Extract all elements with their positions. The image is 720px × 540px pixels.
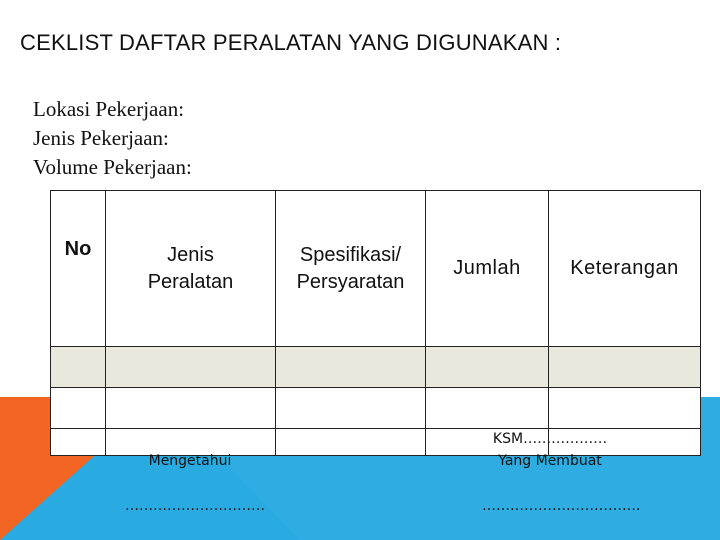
header-spesifikasi-line1: Spesifikasi/ bbox=[299, 243, 402, 266]
header-jenis-peralatan bbox=[106, 191, 276, 347]
header-spesifikasi bbox=[276, 191, 426, 347]
header-jumlah: Jumlah bbox=[426, 191, 549, 347]
table-cell[interactable] bbox=[106, 388, 276, 429]
table-cell[interactable] bbox=[51, 429, 106, 456]
job-info bbox=[33, 95, 192, 182]
location-label: Lokasi Pekerjaan: bbox=[33, 97, 185, 121]
table-row bbox=[51, 347, 701, 388]
ksm-label: KSM……………… bbox=[492, 431, 608, 447]
table-cell[interactable] bbox=[276, 388, 426, 429]
right-signature-line: ……………………………. bbox=[482, 498, 641, 514]
equipment-table bbox=[50, 190, 701, 456]
table-header-row bbox=[51, 191, 701, 347]
header-spesifikasi-line2: Persyaratan bbox=[296, 270, 405, 293]
prepared-by-label: Yang Membuat bbox=[498, 453, 602, 469]
header-jenis-line2: Peralatan bbox=[147, 270, 234, 293]
header-no: No bbox=[51, 191, 106, 347]
table-cell[interactable] bbox=[426, 388, 549, 429]
header-keterangan: Keterangan bbox=[549, 191, 701, 347]
table-cell[interactable] bbox=[426, 347, 549, 388]
job-volume-label: Volume Pekerjaan: bbox=[33, 155, 192, 179]
table-cell[interactable] bbox=[51, 388, 106, 429]
job-type-label: Jenis Pekerjaan: bbox=[33, 126, 169, 150]
table-cell[interactable] bbox=[51, 347, 106, 388]
table-cell[interactable] bbox=[106, 347, 276, 388]
table-cell[interactable] bbox=[549, 388, 701, 429]
left-signature-line: ………………………… bbox=[125, 498, 265, 514]
header-jenis-line1: Jenis bbox=[167, 243, 214, 266]
table-cell[interactable] bbox=[276, 429, 426, 456]
page-title: CEKLIST DAFTAR PERALATAN YANG DIGUNAKAN : bbox=[20, 30, 562, 55]
table-row bbox=[51, 388, 701, 429]
acknowledged-label: Mengetahui bbox=[148, 453, 232, 469]
table-cell[interactable] bbox=[106, 429, 276, 456]
table-cell[interactable] bbox=[549, 347, 701, 388]
table-cell[interactable] bbox=[276, 347, 426, 388]
